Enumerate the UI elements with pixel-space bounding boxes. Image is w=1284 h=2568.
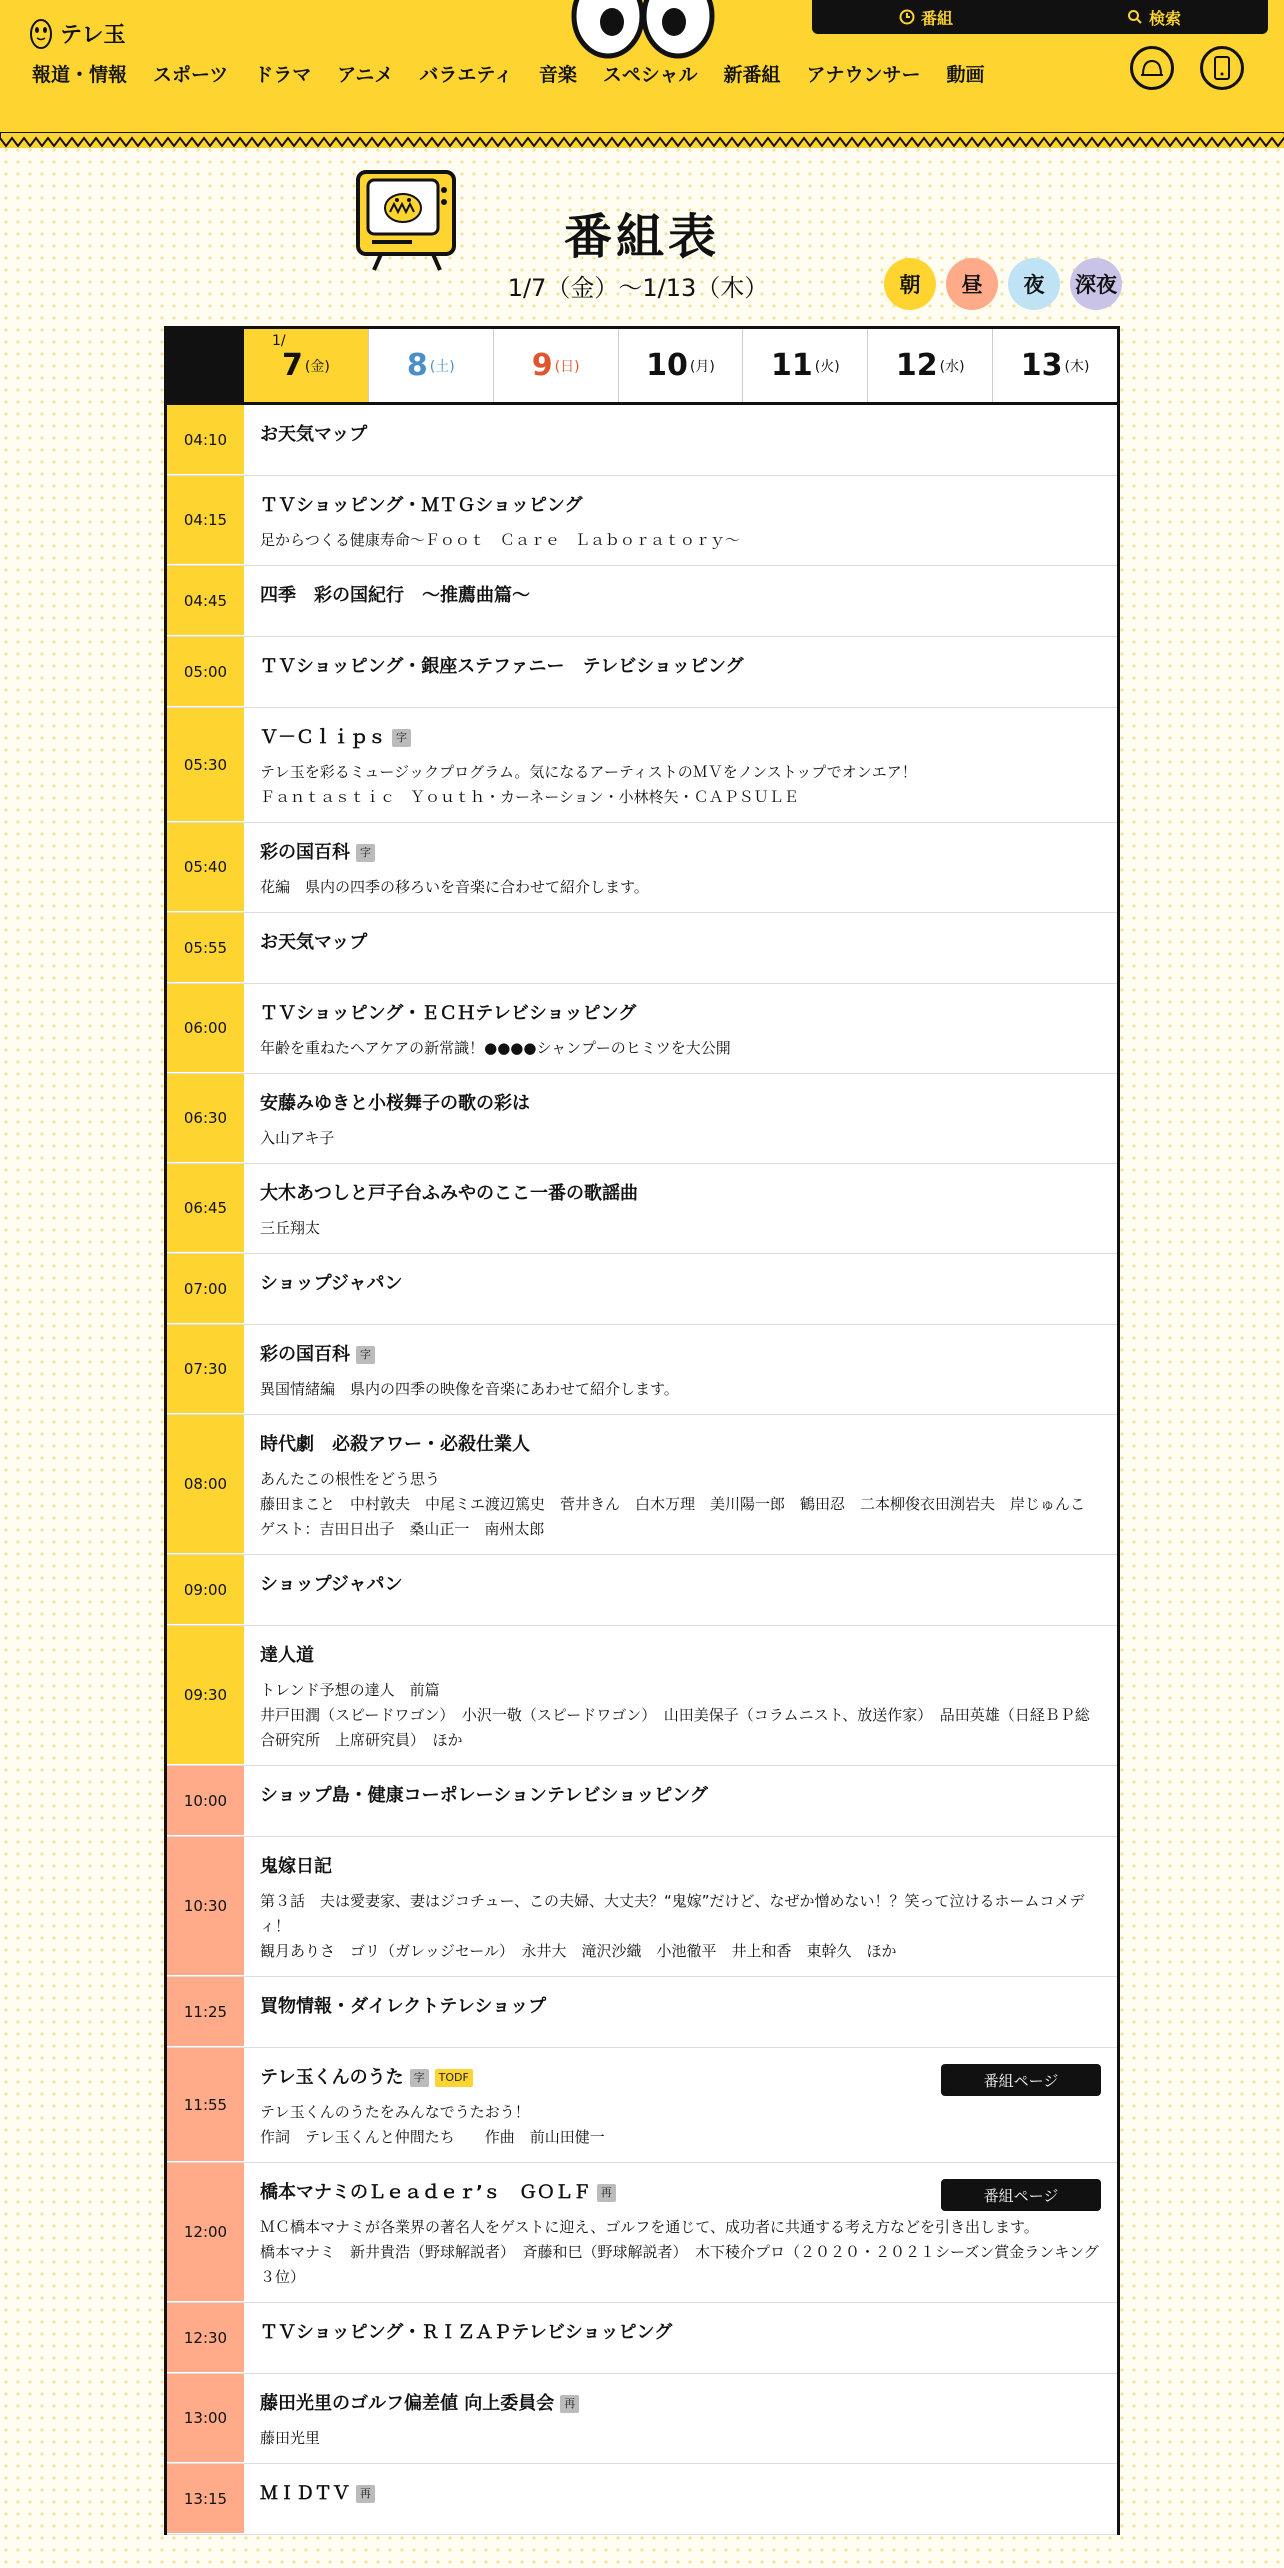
search-label: 検索 bbox=[1148, 8, 1181, 28]
top-utility-bar bbox=[812, 0, 1268, 34]
program-time: 04:10 bbox=[167, 405, 244, 475]
program-row[interactable] bbox=[167, 1254, 1117, 1325]
teletama-point-icon[interactable] bbox=[1200, 46, 1244, 90]
program-badge: 字 bbox=[356, 1346, 375, 1364]
program-time: 04:45 bbox=[167, 566, 244, 636]
program-time: 12:00 bbox=[167, 2163, 244, 2302]
program-body bbox=[244, 823, 1117, 912]
program-row[interactable] bbox=[167, 1555, 1117, 1626]
nav-new-programs[interactable]: 新番組 bbox=[723, 64, 781, 86]
program-title[interactable]: ショップジャパン bbox=[260, 1574, 403, 1595]
program-title-line bbox=[260, 726, 1101, 750]
program-title[interactable]: ショップ島・健康コーポレーションテレビショッピング bbox=[260, 1785, 708, 1806]
program-body bbox=[244, 2374, 1117, 2463]
program-row[interactable] bbox=[167, 1415, 1117, 1555]
day-tab-number: 10 bbox=[646, 348, 688, 383]
program-time: 05:55 bbox=[167, 913, 244, 983]
program-title[interactable]: ＴＶショッピング・ＥＣＨテレビショッピング bbox=[260, 1003, 637, 1024]
program-body bbox=[244, 1164, 1117, 1253]
clock-icon bbox=[899, 9, 915, 25]
program-description: テレ玉くんのうたをみんなでうたおう！ 作詞 テレ玉くんと仲間たち 作曲 前山田健一 bbox=[260, 2103, 605, 2146]
program-title-line bbox=[260, 1644, 1101, 1668]
program-row[interactable] bbox=[167, 2464, 1117, 2535]
main-nav bbox=[30, 60, 998, 90]
program-title-line bbox=[260, 584, 1101, 608]
program-time: 09:30 bbox=[167, 1626, 244, 1765]
program-time: 07:00 bbox=[167, 1254, 244, 1324]
program-title[interactable]: お天気マップ bbox=[260, 424, 368, 445]
program-title[interactable]: お天気マップ bbox=[260, 932, 368, 953]
program-page-button[interactable]: 番組ページ bbox=[941, 2064, 1101, 2096]
program-row[interactable] bbox=[167, 637, 1117, 708]
program-description: 花編 県内の四季の移ろいを音楽に合わせて紹介します。 bbox=[260, 878, 649, 896]
program-title-line bbox=[260, 931, 1101, 955]
program-body bbox=[244, 1977, 1117, 2047]
program-title[interactable]: 買物情報・ダイレクトテレショップ bbox=[260, 1996, 547, 2017]
program-row[interactable] bbox=[167, 2303, 1117, 2374]
nav-special[interactable]: スペシャル bbox=[602, 64, 698, 86]
program-title-line bbox=[260, 1002, 1101, 1026]
program-body bbox=[244, 913, 1117, 983]
day-tab-weekday: (土) bbox=[429, 358, 455, 375]
program-row[interactable] bbox=[167, 2163, 1117, 2303]
program-title-line bbox=[260, 1343, 1101, 1367]
program-time: 11:25 bbox=[167, 1977, 244, 2047]
day-tab[interactable] bbox=[992, 329, 1117, 402]
program-title-line bbox=[260, 2321, 1101, 2345]
program-time: 06:45 bbox=[167, 1164, 244, 1253]
program-title[interactable]: Ｖ－Ｃｌｉｐｓ bbox=[260, 727, 386, 748]
program-row[interactable] bbox=[167, 1837, 1117, 1977]
program-title[interactable]: ＴＶショッピング・ＭＴＧショッピング bbox=[260, 495, 583, 516]
tod-evening-button[interactable]: 夜 bbox=[1008, 258, 1060, 310]
mascot-logo-icon bbox=[28, 14, 54, 52]
program-time: 10:30 bbox=[167, 1837, 244, 1976]
program-row[interactable] bbox=[167, 2048, 1117, 2163]
program-body bbox=[244, 1555, 1117, 1625]
program-title[interactable]: ＴＶショッピング・ＲＩＺＡＰテレビショッピング bbox=[260, 2322, 673, 2343]
program-row[interactable] bbox=[167, 1766, 1117, 1837]
day-tab[interactable] bbox=[493, 329, 618, 402]
day-tab[interactable] bbox=[244, 329, 368, 402]
program-title-line bbox=[260, 1182, 1101, 1206]
program-body bbox=[244, 2303, 1117, 2373]
program-time: 09:00 bbox=[167, 1555, 244, 1625]
program-description: あんたこの根性をどう思う 藤田まこと 中村敦夫 中尾ミエ渡辺篤史 菅井きん 白木万理 美川陽一郎 鶴田忍 二本柳俊衣田渕岩夫 岸じゅんこ ゲスト：吉田日出子 桑山正一 南州太郎 bbox=[260, 1470, 1086, 1538]
program-description: 入山アキ子 bbox=[260, 1129, 335, 1147]
program-body bbox=[244, 566, 1117, 636]
program-title[interactable]: 彩の国百科 bbox=[260, 842, 350, 863]
nav-variety[interactable]: バラエティ bbox=[419, 64, 513, 86]
day-tab-weekday: (火) bbox=[814, 358, 840, 375]
program-time: 05:30 bbox=[167, 708, 244, 822]
program-body bbox=[244, 1325, 1117, 1414]
program-body bbox=[244, 2048, 1117, 2162]
program-body bbox=[244, 1074, 1117, 1163]
program-row[interactable] bbox=[167, 2374, 1117, 2464]
program-badge: 字 bbox=[356, 844, 375, 862]
program-title-line bbox=[260, 1855, 1101, 1879]
logo-text: テレ玉 bbox=[60, 22, 126, 48]
program-title-line bbox=[260, 1573, 1101, 1597]
nav-news[interactable]: 報道・情報 bbox=[32, 64, 128, 86]
program-body bbox=[244, 2163, 1117, 2302]
page-title: 番組表 bbox=[563, 209, 720, 265]
day-tab-weekday: (木) bbox=[1064, 358, 1090, 375]
program-title-line bbox=[260, 2392, 1101, 2416]
program-time: 06:30 bbox=[167, 1074, 244, 1163]
program-title-line bbox=[260, 1272, 1101, 1296]
program-body bbox=[244, 1415, 1117, 1554]
program-body bbox=[244, 405, 1117, 475]
nav-icon-group bbox=[1130, 46, 1244, 90]
program-badge: 再 bbox=[597, 2184, 616, 2202]
nav-video[interactable]: 動画 bbox=[946, 64, 985, 86]
program-row[interactable] bbox=[167, 984, 1117, 1074]
tv-mascot-icon bbox=[352, 168, 462, 272]
program-time: 12:30 bbox=[167, 2303, 244, 2373]
program-title[interactable]: 達人道 bbox=[260, 1645, 314, 1666]
program-body bbox=[244, 984, 1117, 1073]
program-description: 異国情緒編 県内の四季の映像を音楽にあわせて紹介します。 bbox=[260, 1380, 679, 1398]
program-guide-link[interactable] bbox=[899, 6, 953, 29]
day-tabs-corner bbox=[167, 329, 244, 402]
tod-latenight-button[interactable]: 深夜 bbox=[1070, 258, 1122, 310]
program-title[interactable]: 彩の国百科 bbox=[260, 1344, 350, 1365]
program-title[interactable]: 鬼嫁日記 bbox=[260, 1856, 332, 1877]
program-row[interactable] bbox=[167, 1626, 1117, 1766]
program-title[interactable]: 安藤みゆきと小桜舞子の歌の彩は bbox=[260, 1093, 530, 1114]
teletama-bell-icon[interactable] bbox=[1130, 46, 1174, 90]
day-tab-number: 7 bbox=[282, 348, 303, 383]
program-body bbox=[244, 2464, 1117, 2534]
search-link[interactable] bbox=[1127, 6, 1181, 29]
nav-announcer[interactable]: アナウンサー bbox=[806, 64, 921, 86]
program-title[interactable]: 大木あつしと戸子台ふみやのここ一番の歌謡曲 bbox=[260, 1183, 638, 1204]
program-time: 07:30 bbox=[167, 1325, 244, 1414]
program-title-line bbox=[260, 655, 1101, 679]
program-description: テレ玉を彩るミュージックプログラム。気になるアーティストのＭＶをノンストップでオンエア！ Ｆａｎｔａｓｔｉｃ Ｙｏｕｔｈ・カーネーション・小林柊矢・ＣＡＰＳＵＬＥ bbox=[260, 763, 917, 806]
day-tab[interactable] bbox=[368, 329, 493, 402]
program-time: 05:00 bbox=[167, 637, 244, 707]
program-body bbox=[244, 1837, 1117, 1976]
program-title[interactable]: 四季 彩の国紀行 ～推薦曲篇～ bbox=[260, 585, 530, 606]
program-row[interactable] bbox=[167, 1977, 1117, 2048]
program-time: 05:40 bbox=[167, 823, 244, 912]
day-tab[interactable] bbox=[618, 329, 743, 402]
program-title-line bbox=[260, 423, 1101, 447]
program-body bbox=[244, 1254, 1117, 1324]
nav-music[interactable]: 音楽 bbox=[538, 64, 577, 86]
program-title[interactable]: テレ玉くんのうた bbox=[260, 2067, 404, 2088]
program-title-line bbox=[260, 2482, 1101, 2506]
day-tab-weekday: (水) bbox=[939, 358, 965, 375]
program-time: 11:55 bbox=[167, 2048, 244, 2162]
program-title-line bbox=[260, 1995, 1101, 2019]
program-time: 04:15 bbox=[167, 476, 244, 565]
program-row[interactable] bbox=[167, 913, 1117, 984]
program-time: 13:15 bbox=[167, 2464, 244, 2534]
program-body bbox=[244, 708, 1117, 822]
day-tab-number: 8 bbox=[406, 348, 428, 383]
header-zigzag-divider bbox=[0, 132, 1284, 152]
day-tab-number: 9 bbox=[531, 348, 553, 383]
program-time: 13:00 bbox=[167, 2374, 244, 2463]
program-title-line bbox=[260, 841, 1101, 865]
program-row[interactable] bbox=[167, 708, 1117, 823]
program-row[interactable] bbox=[167, 405, 1117, 476]
program-badge: 再 bbox=[560, 2395, 579, 2413]
program-description: 足からつくる健康寿命～Ｆｏｏｔ Ｃａｒｅ Ｌａｂｏｒａｔｏｒｙ～ bbox=[260, 531, 740, 549]
program-description: トレンド予想の達人 前篇 井戸田潤（スピードワゴン） 小沢一敬（スピードワゴン） 山田美保子（コラムニスト、放送作家） 品田英雄（日経ＢＰ総合研究所 上席研究員） ほか bbox=[260, 1681, 1090, 1749]
program-body bbox=[244, 1626, 1117, 1765]
program-badge: 再 bbox=[356, 2485, 375, 2503]
program-page-button[interactable]: 番組ページ bbox=[941, 2179, 1101, 2211]
program-title[interactable]: 藤田光里のゴルフ偏差値 向上委員会 bbox=[260, 2393, 555, 2414]
program-title-line bbox=[260, 1433, 1101, 1457]
program-title[interactable]: ショップジャパン bbox=[260, 1273, 403, 1294]
day-tab-weekday: (月) bbox=[689, 358, 715, 375]
program-title-line bbox=[260, 1092, 1101, 1116]
program-title-line bbox=[260, 1784, 1101, 1808]
time-of-day-selector bbox=[884, 258, 1122, 310]
program-badge: 字 bbox=[410, 2069, 429, 2087]
program-row[interactable] bbox=[167, 566, 1117, 637]
program-time: 06:00 bbox=[167, 984, 244, 1073]
nav-drama[interactable]: ドラマ bbox=[254, 64, 312, 86]
program-row[interactable] bbox=[167, 476, 1117, 566]
program-description: 三丘翔太 bbox=[260, 1219, 321, 1237]
program-time: 10:00 bbox=[167, 1766, 244, 1836]
program-title-line bbox=[260, 494, 1101, 518]
program-title[interactable]: ＭＩＤＴＶ bbox=[260, 2483, 350, 2504]
program-badge: TODF bbox=[435, 2069, 473, 2087]
program-row[interactable] bbox=[167, 823, 1117, 913]
program-row[interactable] bbox=[167, 1164, 1117, 1254]
day-tab-weekday: (金) bbox=[304, 358, 330, 375]
program-description: 藤田光里 bbox=[260, 2429, 321, 2447]
tod-daytime-button[interactable]: 昼 bbox=[946, 258, 998, 310]
site-logo[interactable] bbox=[28, 14, 126, 52]
program-body bbox=[244, 1766, 1117, 1836]
mascot-eyes-icon bbox=[568, 0, 718, 62]
program-schedule bbox=[164, 326, 1120, 2535]
tod-morning-button[interactable]: 朝 bbox=[884, 258, 936, 310]
program-list bbox=[167, 405, 1117, 2535]
day-tab-weekday: (日) bbox=[554, 358, 580, 375]
day-tab-number: 11 bbox=[771, 348, 813, 383]
nav-sports[interactable]: スポーツ bbox=[153, 64, 229, 86]
program-guide-label: 番組 bbox=[920, 8, 953, 28]
program-description: 年齢を重ねたヘアケアの新常識！●●●●シャンプーのヒミツを大公開 bbox=[260, 1039, 731, 1057]
program-row[interactable] bbox=[167, 1074, 1117, 1164]
day-tab[interactable] bbox=[742, 329, 867, 402]
program-badge: 字 bbox=[392, 729, 411, 747]
day-tab-number: 12 bbox=[895, 348, 938, 383]
program-body bbox=[244, 637, 1117, 707]
program-title[interactable]: ＴＶショッピング・銀座ステファニー テレビショッピング bbox=[260, 656, 744, 677]
site-header bbox=[0, 0, 1284, 148]
program-title[interactable]: 橋本マナミのＬｅａｄｅｒ’ｓ ＧＯＬＦ bbox=[260, 2182, 591, 2203]
date-range: 1/7（金）〜1/13（木） bbox=[507, 274, 769, 302]
program-time: 08:00 bbox=[167, 1415, 244, 1554]
program-title[interactable]: 時代劇 必殺アワー・必殺仕業人 bbox=[260, 1434, 530, 1455]
day-tab-month: 1/ bbox=[272, 333, 286, 349]
day-tab[interactable] bbox=[867, 329, 992, 402]
program-row[interactable] bbox=[167, 1325, 1117, 1415]
search-icon bbox=[1127, 9, 1143, 25]
program-description: ＭＣ橋本マナミが各業界の著名人をゲストに迎え、ゴルフを通じて、成功者に共通する考え方などを引き出します。 橋本マナミ 新井貴浩（野球解説者） 斉藤和巳（野球解説者） 木下稜介プロ（２０２０・２０２１シーズン賞金ランキング３位） bbox=[260, 2218, 1099, 2286]
day-tabs bbox=[167, 329, 1117, 405]
program-body bbox=[244, 476, 1117, 565]
day-tab-number: 13 bbox=[1020, 348, 1063, 383]
program-description: 第３話 夫は愛妻家、妻はジコチュー、この夫婦、大丈夫？“鬼嫁”だけど、なぜか憎めない！？笑って泣けるホームコメディ！ 観月ありさ ゴリ（ガレッジセール） 永井大 滝沢沙織 小池徹平 井上和香 東幹久 ほか bbox=[260, 1892, 1085, 1960]
nav-anime[interactable]: アニメ bbox=[337, 64, 394, 86]
